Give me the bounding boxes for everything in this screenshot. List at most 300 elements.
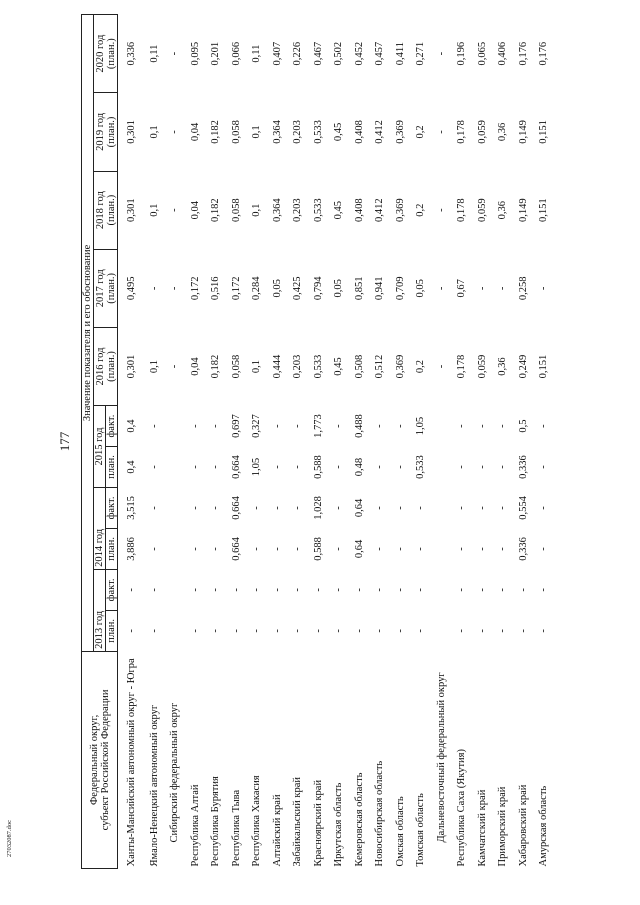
value-cell: - <box>189 588 201 592</box>
value-cell: - <box>210 588 222 592</box>
value-cell: - <box>189 547 201 551</box>
table-body <box>118 15 555 869</box>
value-cell: 0,64 <box>353 498 365 518</box>
value-cell: - <box>148 286 160 291</box>
value-cell: 0,664 <box>230 455 242 479</box>
value-cell: - <box>538 588 550 592</box>
value-cell: - <box>333 506 345 510</box>
value-cell: 0,533 <box>312 198 324 222</box>
table-row <box>206 15 227 869</box>
value-cell: - <box>374 629 386 633</box>
footer-code: 27032087.doc <box>6 819 13 857</box>
value-cell: - <box>415 588 427 592</box>
value-cell <box>431 569 452 610</box>
value-cell: 0,36 <box>497 357 509 376</box>
value-cell: 0,533 <box>312 120 324 144</box>
table-header <box>82 15 118 869</box>
value-cell: - <box>271 424 283 428</box>
value-cell: 0,196 <box>456 41 468 66</box>
value-cell: 0,059 <box>476 354 488 379</box>
value-cell: 0,457 <box>374 41 386 66</box>
group-title: Значение показателя и его обоснование <box>82 15 94 652</box>
region-name: Красноярский край <box>312 779 324 867</box>
value-cell: - <box>271 547 283 551</box>
table-row <box>513 15 534 869</box>
region-name: Ханты-Мансийский автономный округ - Югра <box>125 658 137 867</box>
region-name: Алтайский край <box>271 794 283 867</box>
value-cell: 0,176 <box>517 41 529 66</box>
value-cell: - <box>456 424 468 428</box>
year-2020-label: 2020 год <box>94 34 106 73</box>
value-cell: - <box>271 629 283 633</box>
table-row <box>452 15 473 869</box>
fact-2014-header: факт. <box>106 488 118 529</box>
value-cell: 0,301 <box>125 198 137 222</box>
value-cell: 0,512 <box>374 354 386 379</box>
value-cell: - <box>333 629 345 633</box>
value-cell: - <box>230 588 242 592</box>
value-cell: 0,05 <box>333 279 345 298</box>
value-cell: 0,066 <box>230 41 242 66</box>
value-cell: 0,48 <box>353 457 365 477</box>
value-cell: 0,149 <box>517 198 529 222</box>
value-cell: - <box>148 465 160 469</box>
value-cell <box>431 528 452 569</box>
value-cell: 0,1 <box>251 359 263 374</box>
value-cell: 0,11 <box>148 44 160 63</box>
value-cell: 0,467 <box>312 41 324 66</box>
value-cell: - <box>497 424 509 428</box>
value-cell: 0,151 <box>538 198 550 222</box>
value-cell: 0,411 <box>394 42 406 66</box>
value-cell: - <box>148 506 160 510</box>
value-cell <box>165 528 186 569</box>
value-cell: 0,336 <box>517 537 529 561</box>
value-cell <box>165 569 186 610</box>
value-cell: 1,773 <box>312 414 324 438</box>
value-cell: - <box>251 506 263 510</box>
section-row <box>165 15 186 869</box>
value-cell: - <box>394 547 406 551</box>
value-cell: - <box>538 547 550 551</box>
region-name: Республика Саха (Якутия) <box>456 749 468 867</box>
value-cell: 0,36 <box>497 200 509 220</box>
value-cell: - <box>517 629 529 633</box>
value-cell: - <box>415 547 427 551</box>
value-cell <box>165 406 186 447</box>
table-row <box>118 15 145 869</box>
value-cell: - <box>169 286 181 291</box>
value-cell: 0,178 <box>456 198 468 222</box>
value-cell: 0,327 <box>251 414 263 438</box>
value-cell: - <box>333 424 345 428</box>
value-cell: - <box>210 547 222 551</box>
value-cell: 0,05 <box>271 279 283 298</box>
value-cell: - <box>292 424 304 428</box>
value-cell: - <box>415 629 427 633</box>
value-cell: - <box>374 506 386 510</box>
value-cell: - <box>374 465 386 469</box>
value-cell: 0,336 <box>517 455 529 479</box>
region-name: Новосибирская область <box>374 760 386 867</box>
plan-paren-2020: (план.) <box>105 38 117 70</box>
value-cell: 0,182 <box>210 354 222 379</box>
value-cell: 0,452 <box>353 41 365 66</box>
table-row <box>226 15 247 869</box>
value-cell: - <box>169 208 181 212</box>
value-cell: - <box>125 588 137 592</box>
value-cell: 0,709 <box>394 276 406 301</box>
value-cell: - <box>148 588 160 592</box>
value-cell: 0,369 <box>394 198 406 222</box>
value-cell: 0,182 <box>210 120 222 144</box>
value-cell <box>431 488 452 529</box>
year-2013-header: 2013 год <box>94 569 106 651</box>
fact-2015-header: факт. <box>106 406 118 447</box>
value-cell: 0,488 <box>353 414 365 438</box>
value-cell: - <box>353 629 365 633</box>
value-cell: - <box>435 286 447 291</box>
value-cell: 3,515 <box>125 496 137 520</box>
region-name: Кемеровская область <box>353 772 365 867</box>
value-cell: 0,151 <box>538 354 550 379</box>
value-cell: 0,554 <box>517 496 529 520</box>
value-cell: 0,412 <box>374 120 386 144</box>
value-cell: - <box>292 465 304 469</box>
value-cell: - <box>148 424 160 428</box>
value-cell: - <box>169 130 181 134</box>
value-cell: - <box>148 629 160 633</box>
value-cell <box>165 610 186 651</box>
value-cell: 0,664 <box>230 537 242 561</box>
region-header-line1: Федеральный округ, <box>88 714 100 806</box>
region-header-line2: субъект Российской Федерации <box>99 689 111 831</box>
value-cell: 0,11 <box>251 44 263 63</box>
region-name: Приморский край <box>497 786 509 867</box>
value-cell: 0,182 <box>210 198 222 222</box>
value-cell: - <box>312 629 324 633</box>
table-row <box>329 15 350 869</box>
value-cell: 0,1 <box>251 125 263 139</box>
value-cell: 0,2 <box>415 125 427 139</box>
value-cell: - <box>353 588 365 592</box>
value-cell: - <box>476 424 488 428</box>
value-cell: 0,364 <box>271 120 283 144</box>
value-cell: - <box>169 51 181 56</box>
value-cell: - <box>230 629 242 633</box>
value-cell: 0,284 <box>251 276 263 301</box>
value-cell: 0,2 <box>415 203 427 217</box>
value-cell: - <box>497 465 509 469</box>
region-name: Хабаровский край <box>517 784 529 867</box>
value-cell: - <box>476 629 488 633</box>
fact-2013-header: факт. <box>106 569 118 610</box>
value-cell: 0,36 <box>497 122 509 142</box>
value-cell: 0,065 <box>476 41 488 66</box>
value-cell: 0,697 <box>230 414 242 438</box>
value-cell: 0,271 <box>415 41 427 66</box>
value-cell: 0,369 <box>394 120 406 144</box>
value-cell: 0,851 <box>353 276 365 301</box>
value-cell: - <box>394 465 406 469</box>
value-cell: - <box>415 506 427 510</box>
value-cell: - <box>271 588 283 592</box>
value-cell <box>165 488 186 529</box>
value-cell: 0,336 <box>125 41 137 66</box>
section-title: Сибирский федеральный округ <box>169 702 181 843</box>
value-cell: - <box>456 588 468 592</box>
value-cell: 0,1 <box>148 125 160 139</box>
value-cell: 0,058 <box>230 198 242 222</box>
value-cell: 0,406 <box>497 41 509 66</box>
value-cell: - <box>271 506 283 510</box>
plan-2014-header: план. <box>106 528 118 569</box>
value-cell: - <box>435 51 447 56</box>
value-cell: - <box>456 465 468 469</box>
region-name: Республика Хакасия <box>251 775 263 867</box>
value-cell: - <box>476 286 488 291</box>
value-cell: - <box>476 506 488 510</box>
value-cell: - <box>189 424 201 428</box>
value-cell: - <box>538 506 550 510</box>
value-cell: - <box>497 588 509 592</box>
value-cell: - <box>497 286 509 291</box>
value-cell: 0,533 <box>312 354 324 379</box>
value-cell: - <box>374 588 386 592</box>
year-2017-label: 2017 год <box>94 269 106 308</box>
value-cell: 0,67 <box>456 279 468 298</box>
value-cell: 0,407 <box>271 41 283 66</box>
value-cell: 0,178 <box>456 354 468 379</box>
year-2019-header <box>94 93 118 171</box>
value-cell: 0,408 <box>353 120 365 144</box>
plan-paren-2019: (план.) <box>105 116 117 148</box>
value-cell: - <box>435 208 447 212</box>
year-2014-header: 2014 год <box>94 488 106 570</box>
value-cell: 0,059 <box>476 198 488 222</box>
table-row <box>267 15 288 869</box>
value-cell: 0,2 <box>415 359 427 374</box>
table-row <box>288 15 309 869</box>
value-cell: - <box>148 547 160 551</box>
region-name: Забайкальский край <box>292 776 304 867</box>
plan-paren-2017: (план.) <box>105 272 117 304</box>
table-row <box>411 15 432 869</box>
plan-2015-header: план. <box>106 447 118 488</box>
value-cell: - <box>476 588 488 592</box>
value-cell: 0,495 <box>125 276 137 301</box>
value-cell: 0,64 <box>353 539 365 559</box>
value-cell: 0,258 <box>517 276 529 301</box>
value-cell: - <box>125 629 137 633</box>
value-cell: 0,508 <box>353 354 365 379</box>
value-cell: - <box>538 629 550 633</box>
value-cell: 0,04 <box>189 357 201 376</box>
plan-paren-2018: (план.) <box>105 194 117 226</box>
value-cell: 0,226 <box>292 41 304 66</box>
value-cell: 0,516 <box>210 276 222 301</box>
value-cell: - <box>517 588 529 592</box>
plan-2013-header: план. <box>106 610 118 651</box>
value-cell: - <box>394 588 406 592</box>
value-cell: 0,45 <box>333 122 345 142</box>
value-cell: 0,203 <box>292 198 304 222</box>
value-cell: 0,408 <box>353 198 365 222</box>
region-name: Омская область <box>394 796 406 867</box>
value-cell: - <box>497 506 509 510</box>
year-2017-header <box>94 249 118 327</box>
value-cell: 0,794 <box>312 276 324 301</box>
value-cell: - <box>538 286 550 291</box>
table-row <box>390 15 411 869</box>
table-row <box>534 15 555 869</box>
value-cell: 0,151 <box>538 120 550 144</box>
value-cell <box>431 406 452 447</box>
value-cell: - <box>456 629 468 633</box>
value-cell: 0,664 <box>230 496 242 520</box>
value-cell: - <box>292 629 304 633</box>
value-cell: 0,04 <box>189 200 201 220</box>
table-row <box>185 15 206 869</box>
value-cell: - <box>169 364 181 369</box>
value-cell: 0,588 <box>312 537 324 561</box>
value-cell: - <box>189 506 201 510</box>
region-name: Республика Тыва <box>230 789 242 867</box>
value-cell <box>431 610 452 651</box>
value-cell: - <box>292 588 304 592</box>
value-cell: - <box>476 465 488 469</box>
value-cell: 0,301 <box>125 120 137 144</box>
region-name: Ямало-Ненецкий автономный округ <box>148 704 160 867</box>
value-cell: - <box>497 547 509 551</box>
year-2016-header <box>94 327 118 405</box>
value-cell: 0,1 <box>148 203 160 217</box>
value-cell: - <box>456 506 468 510</box>
value-cell: 0,533 <box>415 455 427 479</box>
value-cell: 0,425 <box>292 276 304 301</box>
value-cell: - <box>333 588 345 592</box>
region-column-header <box>82 651 118 868</box>
table-row <box>247 15 268 869</box>
table-row <box>144 15 165 869</box>
value-cell: 0,05 <box>415 279 427 298</box>
year-2016-label: 2016 год <box>94 347 106 386</box>
value-cell: - <box>251 547 263 551</box>
value-cell: - <box>374 547 386 551</box>
value-cell: 0,059 <box>476 120 488 144</box>
table-row <box>349 15 370 869</box>
value-cell: - <box>189 465 201 469</box>
value-cell: 0,178 <box>456 120 468 144</box>
value-cell: - <box>374 424 386 428</box>
value-cell: 0,412 <box>374 198 386 222</box>
year-2018-label: 2018 год <box>94 191 106 230</box>
value-cell: - <box>271 465 283 469</box>
value-cell: 0,301 <box>125 354 137 379</box>
value-cell: - <box>210 465 222 469</box>
region-name: Иркутская область <box>333 782 345 867</box>
value-cell: - <box>394 424 406 428</box>
value-cell: - <box>435 364 447 369</box>
region-name: Республика Алтай <box>189 784 201 867</box>
value-cell: 0,369 <box>394 354 406 379</box>
value-cell: 0,201 <box>210 41 222 66</box>
value-cell: - <box>292 506 304 510</box>
table-row <box>370 15 391 869</box>
page-number: 177 <box>57 431 72 452</box>
value-cell: 0,4 <box>125 419 137 433</box>
value-cell: 0,058 <box>230 354 242 379</box>
rotated-page <box>55 14 615 869</box>
value-cell: - <box>189 629 201 633</box>
value-cell: 0,172 <box>189 276 201 301</box>
value-cell: 0,058 <box>230 120 242 144</box>
value-cell: - <box>333 547 345 551</box>
table-row <box>493 15 514 869</box>
value-cell: 3,886 <box>125 537 137 561</box>
value-cell: 0,172 <box>230 276 242 301</box>
value-cell: - <box>251 629 263 633</box>
table-row <box>308 15 329 869</box>
value-cell: 1,05 <box>251 457 263 477</box>
value-cell: 0,502 <box>333 41 345 66</box>
value-cell: - <box>497 629 509 633</box>
region-name: Республика Бурятия <box>210 776 222 867</box>
year-2019-label: 2019 год <box>94 112 106 151</box>
value-cell: - <box>435 130 447 134</box>
region-name: Томская область <box>415 793 427 867</box>
value-cell: - <box>210 629 222 633</box>
value-cell: - <box>394 629 406 633</box>
value-cell: 0,45 <box>333 357 345 376</box>
value-cell: 0,04 <box>189 122 201 142</box>
value-cell: 0,588 <box>312 455 324 479</box>
value-cell: - <box>333 465 345 469</box>
value-cell: - <box>394 506 406 510</box>
value-cell: - <box>210 506 222 510</box>
plan-paren-2016: (план.) <box>105 351 117 382</box>
value-cell <box>165 447 186 488</box>
region-name: Амурская область <box>538 785 550 867</box>
value-cell: 0,5 <box>517 419 529 433</box>
value-cell: 0,249 <box>517 354 529 379</box>
year-2018-header <box>94 171 118 249</box>
year-2015-header: 2015 год <box>94 406 106 488</box>
value-cell: 0,149 <box>517 120 529 144</box>
section-row <box>431 15 452 869</box>
value-cell: 0,203 <box>292 120 304 144</box>
value-cell: 0,1 <box>148 359 160 374</box>
value-cell: 0,941 <box>374 276 386 301</box>
value-cell: 0,176 <box>538 41 550 66</box>
value-cell: 0,45 <box>333 200 345 220</box>
value-cell: 0,095 <box>189 41 201 66</box>
value-cell: 1,05 <box>415 416 427 436</box>
value-cell: - <box>538 465 550 469</box>
value-cell: - <box>476 547 488 551</box>
value-cell: 1,028 <box>312 496 324 520</box>
indicator-table <box>81 14 554 869</box>
value-cell: - <box>210 424 222 428</box>
value-cell: 0,203 <box>292 354 304 379</box>
region-name: Камчатский край <box>476 789 488 867</box>
value-cell: - <box>456 547 468 551</box>
value-cell: 0,1 <box>251 203 263 217</box>
value-cell: - <box>251 588 263 592</box>
value-cell <box>431 447 452 488</box>
year-2020-header <box>94 15 118 93</box>
value-cell: - <box>312 588 324 592</box>
